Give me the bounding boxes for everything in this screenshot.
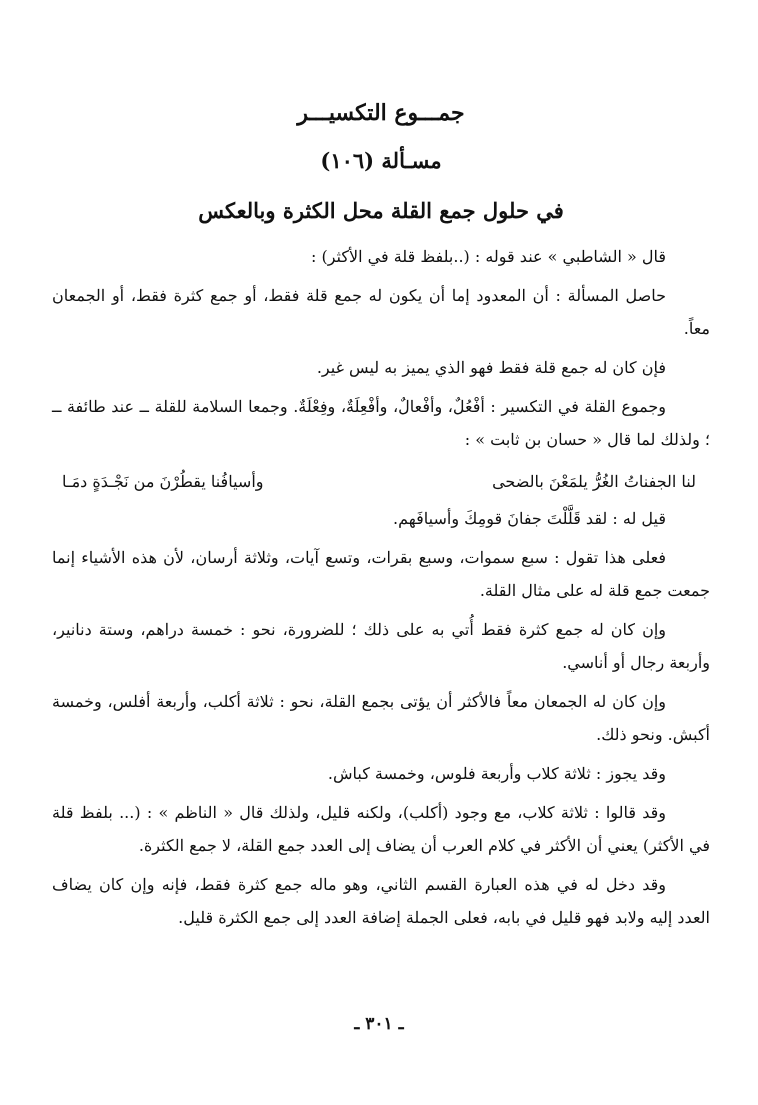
paragraph-summary: حاصل المسألة : أن المعدود إما أن يكون له جمع قلة فقط، أو جمع كثرة فقط، أو الجمعان معاً. — [52, 286, 710, 338]
paragraph-kathra-only: وإن كان له جمع كثرة فقط أُتي به على ذلك ؛ للضرورة، نحو : خمسة دراهم، وستة دنانير، وأربعة رجال أو أناسي. — [52, 620, 710, 672]
paragraph-qilla-only: فإن كان له جمع قلة فقط فهو الذي يميز به ليس غير. — [316, 358, 666, 377]
paragraph-nazim: وقد قالوا : ثلاثة كلاب، مع وجود (أكلب)، ولكنه قليل، ولذلك قال « الناظم » : (... بلفظ قلة في الأكثر) يعني أن الأكثر في كلام العرب أن يضاف إلى العدد جمع القلة، لا جمع الكثرة. — [52, 803, 710, 855]
paragraph-examples: فعلى هذا تقول : سبع سموات، وسبع بقرات، وتسع آيات، وثلاثة أرسان، لأن هذه الأشياء إنما جمعت جمع قلة له على مثال القلة. — [52, 548, 710, 600]
poem-verse — [52, 462, 710, 502]
paragraph-conclusion: وقد دخل له في هذه العبارة القسم الثاني، وهو ماله جمع كثرة فقط، فإنه وإن كان يضاف العدد إليه ولابد فهو قليل في بابه، فعلى الجملة إضافة العدد إلى جمع الكثرة قليل. — [52, 875, 710, 927]
issue-title: مسـألة (١٠٦) — [320, 148, 442, 173]
page-number: ـ ٣٠١ ـ — [354, 1014, 404, 1034]
paragraph-quote-intro: قال « الشاطبي » عند قوله : (..بلفظ قلة في الأكثر) : — [311, 247, 666, 266]
section-title: جمـــوع التكسيـــر — [297, 100, 465, 126]
paragraph-permissible: وقد يجوز : ثلاثة كلاب وأربعة فلوس، وخمسة كباش. — [327, 764, 666, 783]
topic-title: في حلول جمع القلة محل الكثرة وبالعكس — [198, 198, 564, 223]
paragraph-both-plurals: وإن كان له الجمعان معاً فالأكثر أن يؤتى بجمع القلة، نحو : ثلاثة أكلب، وأربعة أفلس، وخمسة أكبش. ونحو ذلك. — [52, 692, 710, 744]
verse-first-hemistich: لنا الجفناتُ الغُرُّ يلمَعْنَ بالضحى — [492, 472, 696, 491]
verse-second-hemistich: وأسيافُنا يقطُرْنَ من نَجْـدَةٍ دمَـا — [62, 472, 264, 491]
paragraph-verse-response: قيل له : لقد قَلَّلْتَ جفانَ قومِكَ وأسيافَهم. — [393, 509, 666, 528]
paragraph-qilla-patterns: وجموع القلة في التكسير : أفْعُلٌ، وأفْعالٌ، وأفْعِلَةٌ، وفِعْلَةٌ. وجمعا السلامة للقلة ــ عند طائفة ــ ؛ ولذلك لما قال « حسان بن ثابت » : — [52, 397, 710, 449]
